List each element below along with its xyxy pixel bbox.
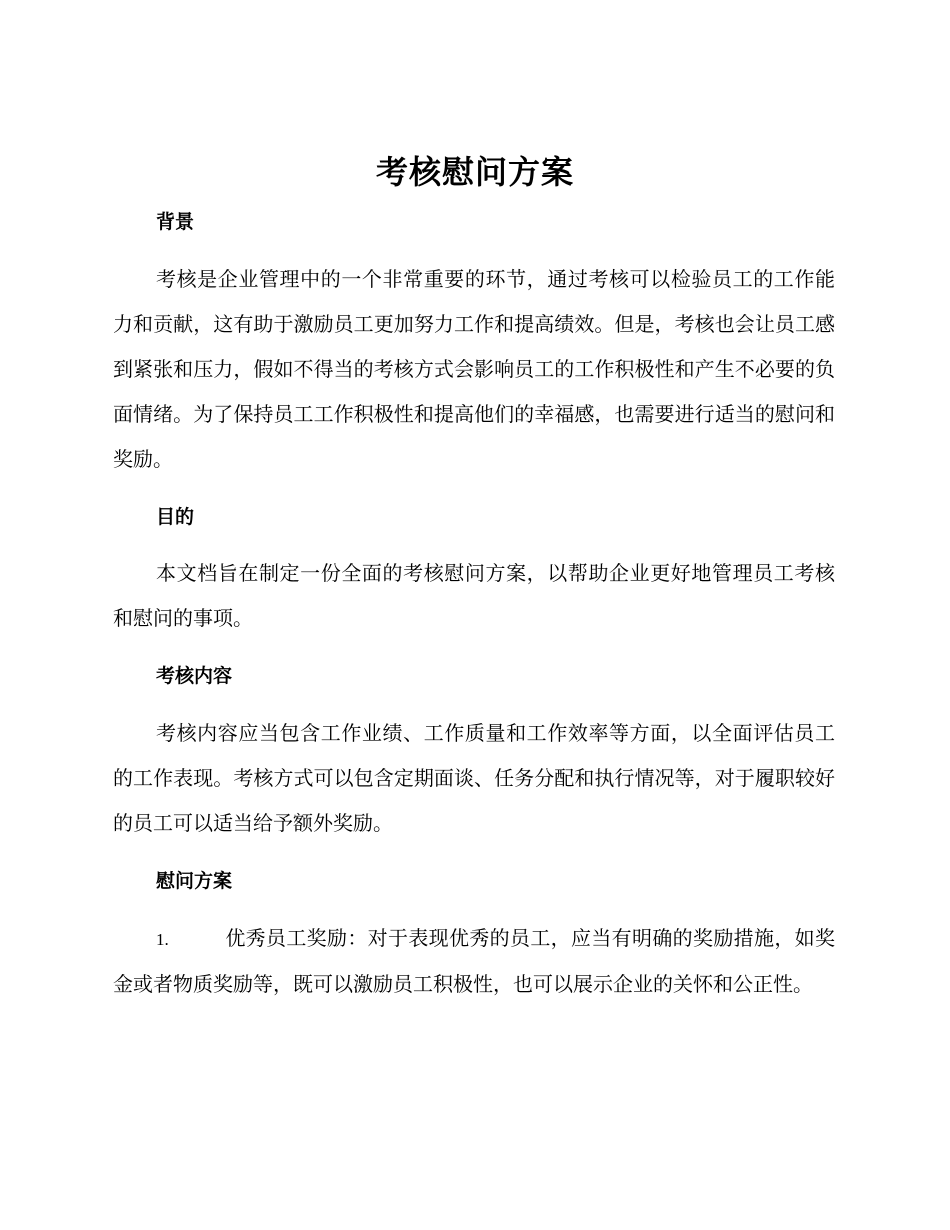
section-heading-background: 背景 [156, 211, 195, 233]
section-heading-purpose: 目的 [156, 506, 195, 528]
section-paragraph-background: 考核是企业管理中的一个非常重要的环节，通过考核可以检验员工的工作能力和贡献，这有助于激励员工更加努力工作和提高绩效。但是，考核也会让员工感到紧张和压力，假如不得当的考核方式会影响员工的工作积极性和产生不必要的负面情绪。为了保持员工工作积极性和提高他们的幸福感，也需要进行适当的慰问和奖励。 [113, 267, 835, 471]
section-paragraph-purpose: 本文档旨在制定一份全面的考核慰问方案，以帮助企业更好地管理员工考核和慰问的事项。 [113, 561, 835, 630]
list-item [113, 916, 835, 1007]
section-heading-assessment-content: 考核内容 [156, 665, 233, 687]
section-paragraph-assessment-content: 考核内容应当包含工作业绩、工作质量和工作效率等方面，以全面评估员工的工作表现。考核方式可以包含定期面谈、任务分配和执行情况等，对于履职较好的员工可以适当给予额外奖励。 [113, 721, 835, 835]
section-heading-condolence-plan: 慰问方案 [156, 870, 233, 892]
document-title: 考核慰问方案 [375, 153, 574, 191]
list-item-number: 1. [156, 930, 169, 949]
list-item-text: 优秀员工奖励：对于表现优秀的员工，应当有明确的奖励措施，如奖金或者物质奖励等，既可以激励员工积极性，也可以展示企业的关怀和公正性。 [113, 926, 835, 996]
